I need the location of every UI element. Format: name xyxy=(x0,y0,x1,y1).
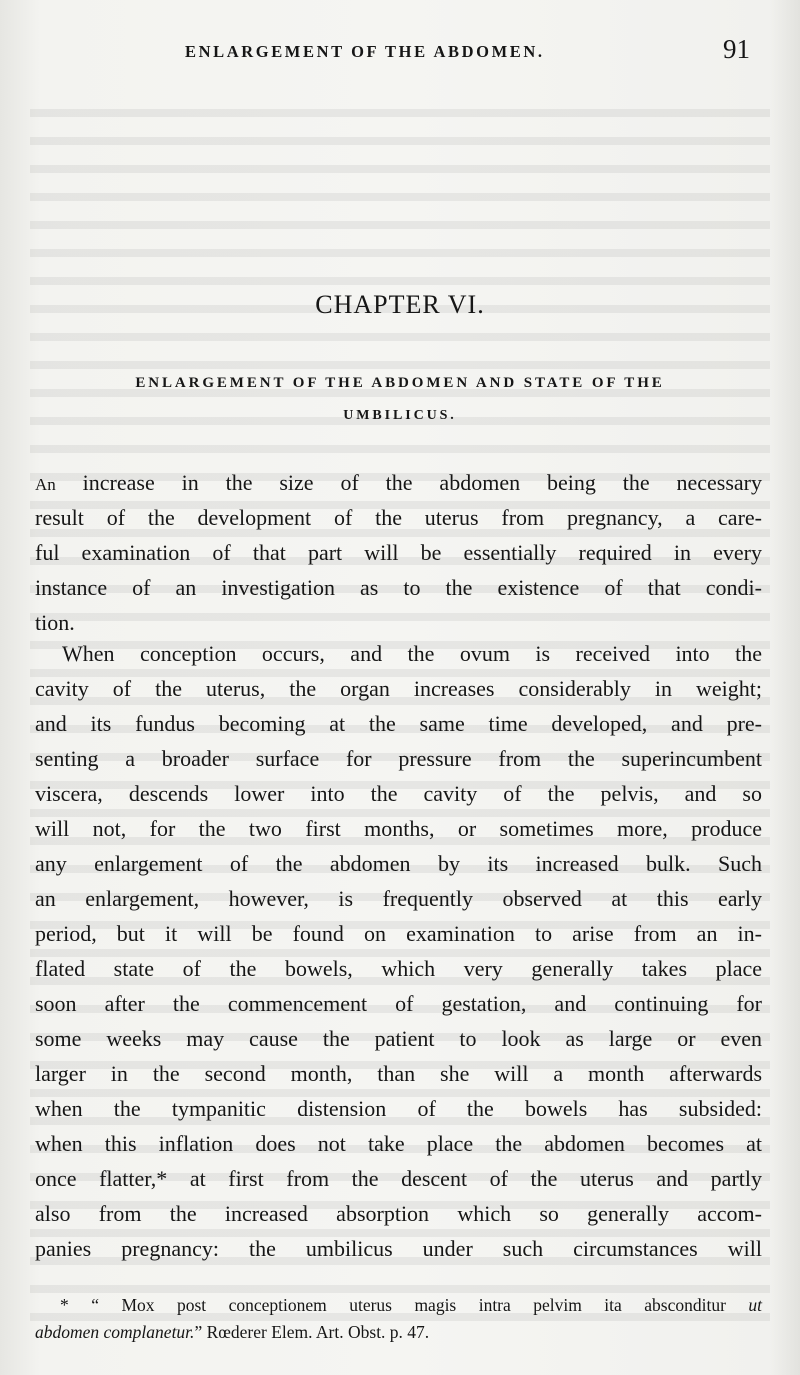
body-line: once flatter,* at first from the descent of the uterus and partly xyxy=(35,1166,762,1191)
body-line: result of the development of the uterus from pregnancy, a care- xyxy=(35,505,762,530)
running-head xyxy=(40,30,760,70)
body-line: cavity of the uterus, the organ increases considerably in weight; xyxy=(35,676,762,701)
body-line: ful examination of that part will be essentially required in every xyxy=(35,540,762,565)
body-line: some weeks may cause the patient to look as large or even xyxy=(35,1026,762,1051)
body-line: will not, for the two first months, or sometimes more, produce xyxy=(35,816,762,841)
drop-word: An xyxy=(35,475,56,494)
chapter-title: CHAPTER VI. xyxy=(315,290,485,319)
body-line: when this inflation does not take place the abdomen becomes at xyxy=(35,1131,762,1156)
chapter-subtitle-line1: ENLARGEMENT OF THE ABDOMEN AND STATE OF THE xyxy=(135,375,665,391)
body-line: tion. xyxy=(35,610,75,635)
footnote-line: abdomen complanetur.” Rœderer Elem. Art. Obst. p. 47. xyxy=(35,1322,430,1342)
body-line: flated state of the bowels, which very generally takes place xyxy=(35,956,762,981)
body-line: when the tympanitic distension of the bowels has subsided: xyxy=(35,1096,762,1121)
body-line: instance of an investigation as to the existence of that condi- xyxy=(35,575,762,600)
body-line: an enlargement, however, is frequently observed at this early xyxy=(35,886,762,911)
footnote-line: * “ Mox post conceptionem uterus magis intra pelvim ita absconditur ut xyxy=(60,1295,762,1315)
page-number: 91 xyxy=(723,34,750,64)
body-line: and its fundus becoming at the same time developed, and pre- xyxy=(35,711,762,736)
chapter-subtitle-line2: UMBILICUS. xyxy=(343,408,457,423)
body-line: also from the increased absorption which so generally accom- xyxy=(35,1201,762,1226)
body-line: panies pregnancy: the umbilicus under such circumstances will xyxy=(35,1236,762,1261)
running-title: ENLARGEMENT OF THE ABDOMEN. xyxy=(185,42,545,61)
body-line: any enlargement of the abdomen by its increased bulk. Such xyxy=(35,851,762,876)
body-line: viscera, descends lower into the cavity of the pelvis, and so xyxy=(35,781,762,806)
body-line: senting a broader surface for pressure from the superincumbent xyxy=(35,746,762,771)
body-line: When conception occurs, and the ovum is received into the xyxy=(62,641,762,666)
body-line: soon after the commencement of gestation, and continuing for xyxy=(35,991,762,1016)
body-line: An increase in the size of the abdomen being the necessary xyxy=(35,470,762,495)
body-line: period, but it will be found on examination to arise from an in- xyxy=(35,921,762,946)
body-line: larger in the second month, than she will a month afterwards xyxy=(35,1061,762,1086)
